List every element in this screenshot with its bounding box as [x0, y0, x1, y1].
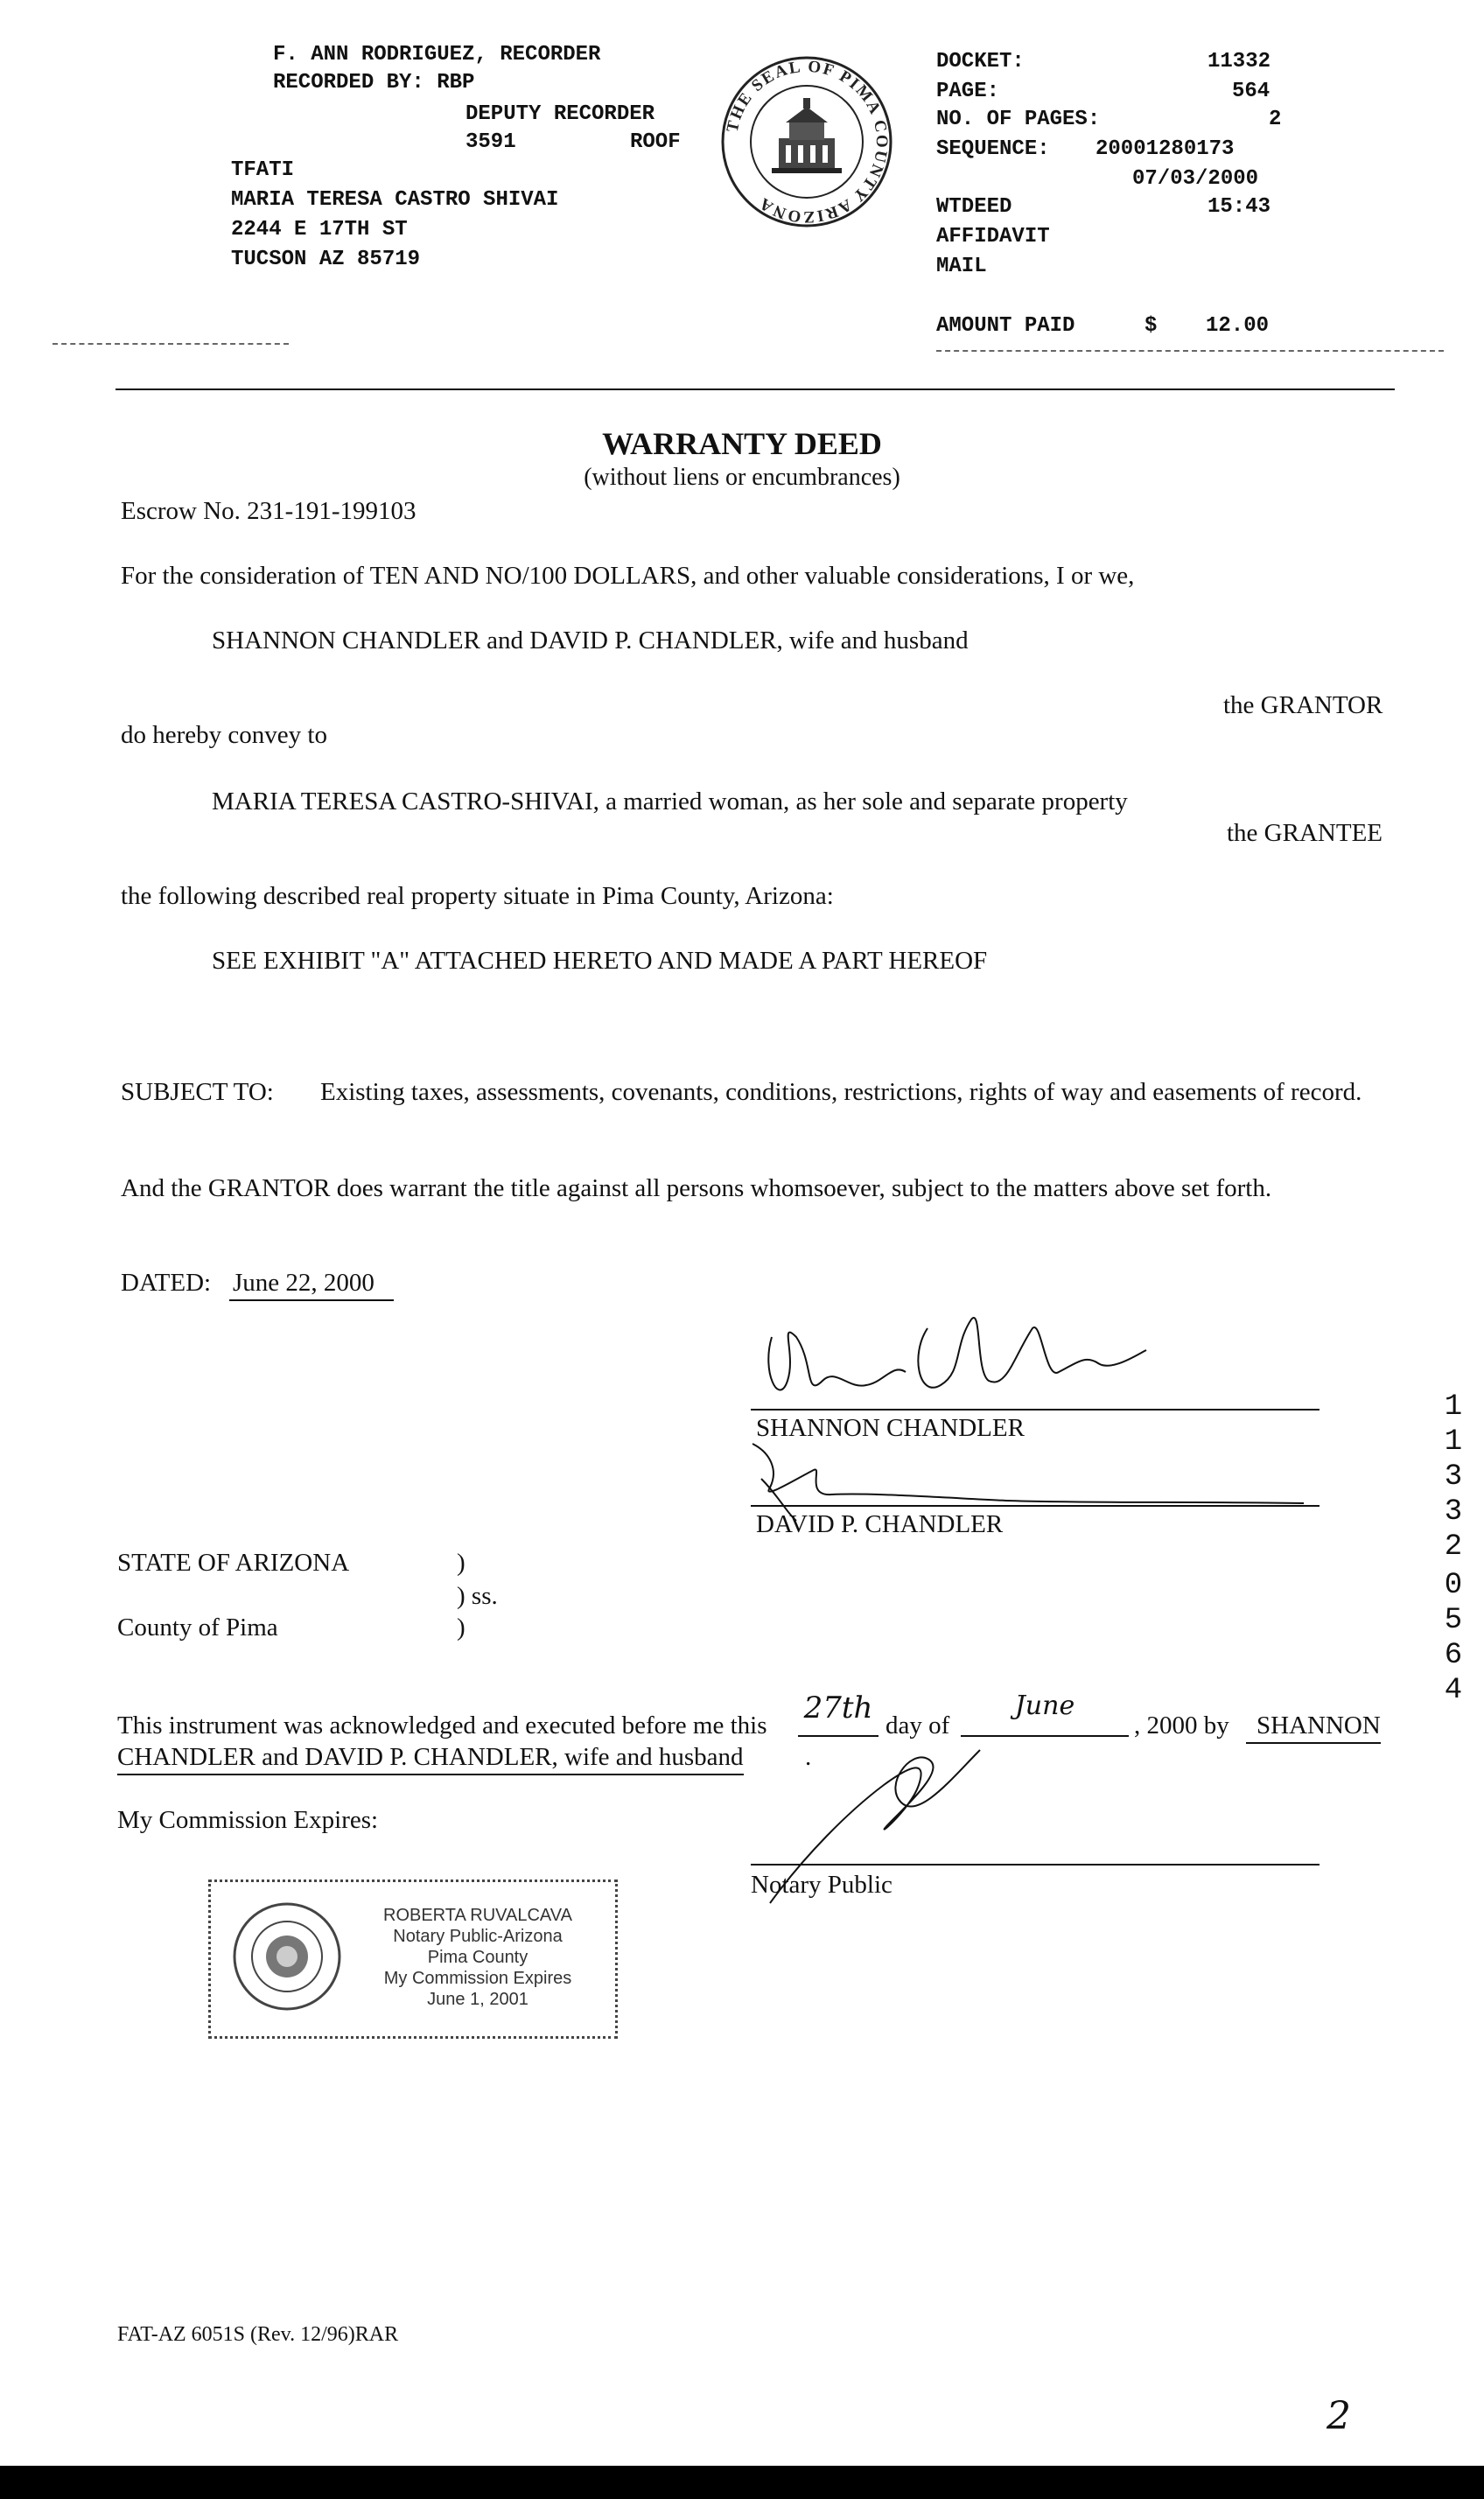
stamp-title: Notary Public-Arizona [393, 1927, 563, 1946]
convey-clause: do hereby convey to [121, 721, 327, 749]
header-rule [116, 388, 1395, 390]
signature-shannon-icon [752, 1302, 1155, 1424]
recording-time: 15:43 [1208, 195, 1271, 219]
grantee-label: the GRANTEE [1227, 819, 1382, 847]
notary-public-label: Notary Public [751, 1871, 892, 1899]
notary-state: STATE OF ARIZONA [117, 1549, 350, 1577]
notary-stamp [208, 1880, 618, 2039]
notary-ss: ) ss. [457, 1582, 498, 1610]
docket-value: 11332 [1208, 50, 1271, 74]
acknowledgment-day: 27th [798, 1690, 878, 1737]
stamp-notary-name: ROBERTA RUVALCAVA [383, 1906, 572, 1925]
grantor-names: SHANNON CHANDLER and DAVID P. CHANDLER, wife and husband [212, 626, 969, 654]
subject-to-text: Existing taxes, assessments, covenants, conditions, restrictions, rights of way and easements of record. [320, 1078, 1362, 1106]
deed-subtitle: (without liens or encumbrances) [584, 464, 900, 491]
return-address-street: 2244 E 17TH ST [231, 218, 408, 242]
county-seal [719, 54, 894, 229]
sequence-label: SEQUENCE: [936, 137, 1050, 161]
margin-digits-top: 1 1 3 3 2 [1444, 1390, 1463, 1564]
page-mark: 2 [1326, 2394, 1351, 2439]
pages-label: NO. OF PAGES: [936, 108, 1101, 131]
acknowledgment-names-line1: SHANNON [1246, 1710, 1381, 1744]
recording-date: 07/03/2000 [1132, 167, 1259, 191]
commission-expires-label: My Commission Expires: [117, 1806, 379, 1834]
signer-shannon-name: SHANNON CHANDLER [756, 1414, 1025, 1442]
recorder-code-number: 3591 [466, 130, 516, 154]
header-dash-left [52, 343, 289, 345]
consideration-clause: For the consideration of TEN AND NO/100 DOLLARS, and other valuable considerations, I or we, [121, 562, 1135, 590]
escrow-number: Escrow No. 231-191-199103 [121, 497, 416, 525]
notary-signature-line [751, 1864, 1320, 1866]
return-address-city: TUCSON AZ 85719 [231, 248, 421, 271]
acknowledgment-intro: This instrument was acknowledged and executed before me this [117, 1712, 767, 1740]
form-code: FAT-AZ 6051S (Rev. 12/96)RAR [117, 2323, 399, 2346]
stamp-county: Pima County [427, 1948, 528, 1967]
document-type-mail: MAIL [936, 255, 987, 278]
dated-label: DATED: [121, 1269, 212, 1297]
exhibit-reference: SEE EXHIBIT "A" ATTACHED HERETO AND MADE A PART HEREOF [212, 947, 988, 975]
signature-line-david [751, 1505, 1320, 1507]
property-intro: the following described real property situate in Pima County, Arizona: [121, 882, 834, 910]
grantee-names: MARIA TERESA CASTRO-SHIVAI, a married woman, as her sole and separate property [212, 788, 1128, 816]
acknowledgment-period: . [805, 1743, 812, 1771]
document-type-affidavit: AFFIDAVIT [936, 225, 1050, 248]
recorder-agent: TFATI [231, 158, 295, 182]
notary-paren-1: ) [457, 1549, 466, 1577]
warranty-clause: And the GRANTOR does warrant the title against all persons whomsoever, subject to the matters above set forth. [121, 1174, 1272, 1202]
notary-stamp-seal-icon [230, 1900, 344, 2013]
seal-building-icon [772, 98, 842, 173]
acknowledgment-day-of: day of [886, 1712, 950, 1740]
signature-line-shannon [751, 1409, 1320, 1410]
recorder-name: F. ANN RODRIGUEZ, RECORDER [273, 43, 601, 66]
county-seal-graphic [719, 54, 894, 229]
dated-value: June 22, 2000 [229, 1267, 394, 1301]
recorder-code-suffix: ROOF [630, 130, 681, 154]
recorded-by: RECORDED BY: RBP [273, 71, 475, 94]
page-label: PAGE: [936, 80, 1000, 103]
notary-paren-3: ) [457, 1614, 466, 1642]
deed-title: WARRANTY DEED [602, 426, 882, 461]
deputy-recorder: DEPUTY RECORDER [466, 102, 655, 126]
amount-value: 12.00 [1206, 314, 1270, 338]
return-party-name: MARIA TERESA CASTRO SHIVAI [231, 188, 559, 212]
sequence-value: 20001280173 [1096, 137, 1235, 161]
acknowledgment-year: , 2000 by [1134, 1712, 1229, 1740]
document-type-deed: WTDEED [936, 195, 1012, 219]
acknowledgment-names-line2: CHANDLER and DAVID P. CHANDLER, wife and husband [117, 1741, 744, 1775]
page-value: 564 [1232, 80, 1270, 103]
grantor-label: the GRANTOR [1223, 691, 1383, 719]
pages-value: 2 [1269, 108, 1282, 131]
signature-david-icon [744, 1418, 1321, 1522]
margin-digits-bottom: 0 5 6 4 [1444, 1569, 1463, 1707]
notary-county: County of Pima [117, 1614, 278, 1642]
acknowledgment-month: June [961, 1690, 1129, 1737]
subject-to-label: SUBJECT TO: [121, 1078, 274, 1106]
signer-david-name: DAVID P. CHANDLER [756, 1510, 1004, 1538]
amount-currency: $ [1144, 314, 1158, 338]
seal-ring-text: THE SEAL OF PIMA COUNTY ARIZONA [723, 57, 892, 227]
stamp-commission-date: June 1, 2001 [427, 1990, 528, 2009]
header-dash-right [936, 350, 1444, 352]
docket-label: DOCKET: [936, 50, 1025, 74]
amount-label: AMOUNT PAID [936, 314, 1075, 338]
stamp-commission-label: My Commission Expires [383, 1969, 572, 1988]
scan-bottom-edge [0, 2466, 1484, 2499]
